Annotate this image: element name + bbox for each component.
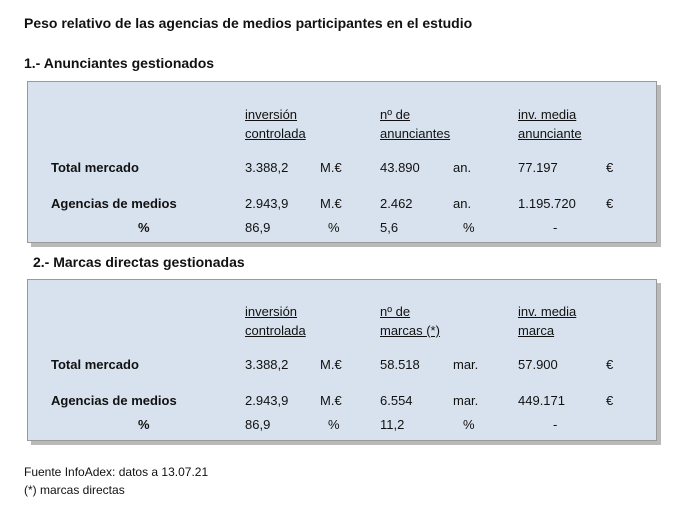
value-investment: 2.943,9 — [245, 393, 289, 408]
value-investment: 86,9 — [245, 220, 271, 235]
value-investment: 86,9 — [245, 417, 271, 432]
unit-investment: M.€ — [320, 196, 342, 211]
value-investment: 2.943,9 — [245, 196, 289, 211]
value-count: 5,6 — [380, 220, 399, 235]
col-header-investment: inversión controlada — [245, 107, 306, 141]
value-count: 2.462 — [380, 196, 413, 211]
unit-count: % — [463, 220, 475, 235]
section-2-heading: 2.- Marcas directas gestionadas — [33, 254, 245, 270]
value-average: - — [553, 220, 558, 235]
unit-count: % — [463, 417, 475, 432]
value-average: - — [553, 417, 558, 432]
unit-investment: % — [328, 220, 340, 235]
unit-investment: M.€ — [320, 160, 342, 175]
unit-count: mar. — [453, 393, 479, 408]
unit-count: mar. — [453, 357, 479, 372]
row-label: Agencias de medios — [51, 196, 177, 211]
unit-average: € — [606, 196, 614, 211]
value-investment: 3.388,2 — [245, 357, 289, 372]
value-investment: 3.388,2 — [245, 160, 289, 175]
value-average: 1.195.720 — [518, 196, 576, 211]
row-label: Total mercado — [51, 357, 139, 372]
source-note: Fuente InfoAdex: datos a 13.07.21 — [24, 465, 209, 479]
unit-average: € — [606, 160, 614, 175]
col-header-average: inv. media marca — [518, 304, 577, 338]
value-count: 58.518 — [380, 357, 420, 372]
unit-investment: M.€ — [320, 393, 342, 408]
unit-count: an. — [453, 160, 472, 175]
col-header-investment: inversión controlada — [245, 304, 306, 338]
unit-investment: M.€ — [320, 357, 342, 372]
value-count: 43.890 — [380, 160, 420, 175]
col-header-count: nº de marcas (*) — [380, 304, 440, 338]
unit-average: € — [606, 393, 614, 408]
section-1-heading: 1.- Anunciantes gestionados — [24, 55, 215, 71]
value-count: 11,2 — [380, 417, 405, 432]
asterisk-note: (*) marcas directas — [24, 483, 125, 497]
unit-count: an. — [453, 196, 472, 211]
row-label-percent: % — [138, 417, 150, 432]
value-average: 57.900 — [518, 357, 558, 372]
unit-investment: % — [328, 417, 340, 432]
value-count: 6.554 — [380, 393, 413, 408]
col-header-count: nº de anunciantes — [380, 107, 451, 141]
row-label-percent: % — [138, 220, 150, 235]
col-header-average: inv. media anunciante — [518, 107, 582, 141]
value-average: 449.171 — [518, 393, 565, 408]
row-label: Total mercado — [51, 160, 139, 175]
page-title: Peso relativo de las agencias de medios participantes en el estudio — [24, 15, 473, 31]
unit-average: € — [606, 357, 614, 372]
row-label: Agencias de medios — [51, 393, 177, 408]
section-2-panel — [27, 279, 657, 441]
section-1-panel — [27, 81, 657, 243]
value-average: 77.197 — [518, 160, 558, 175]
